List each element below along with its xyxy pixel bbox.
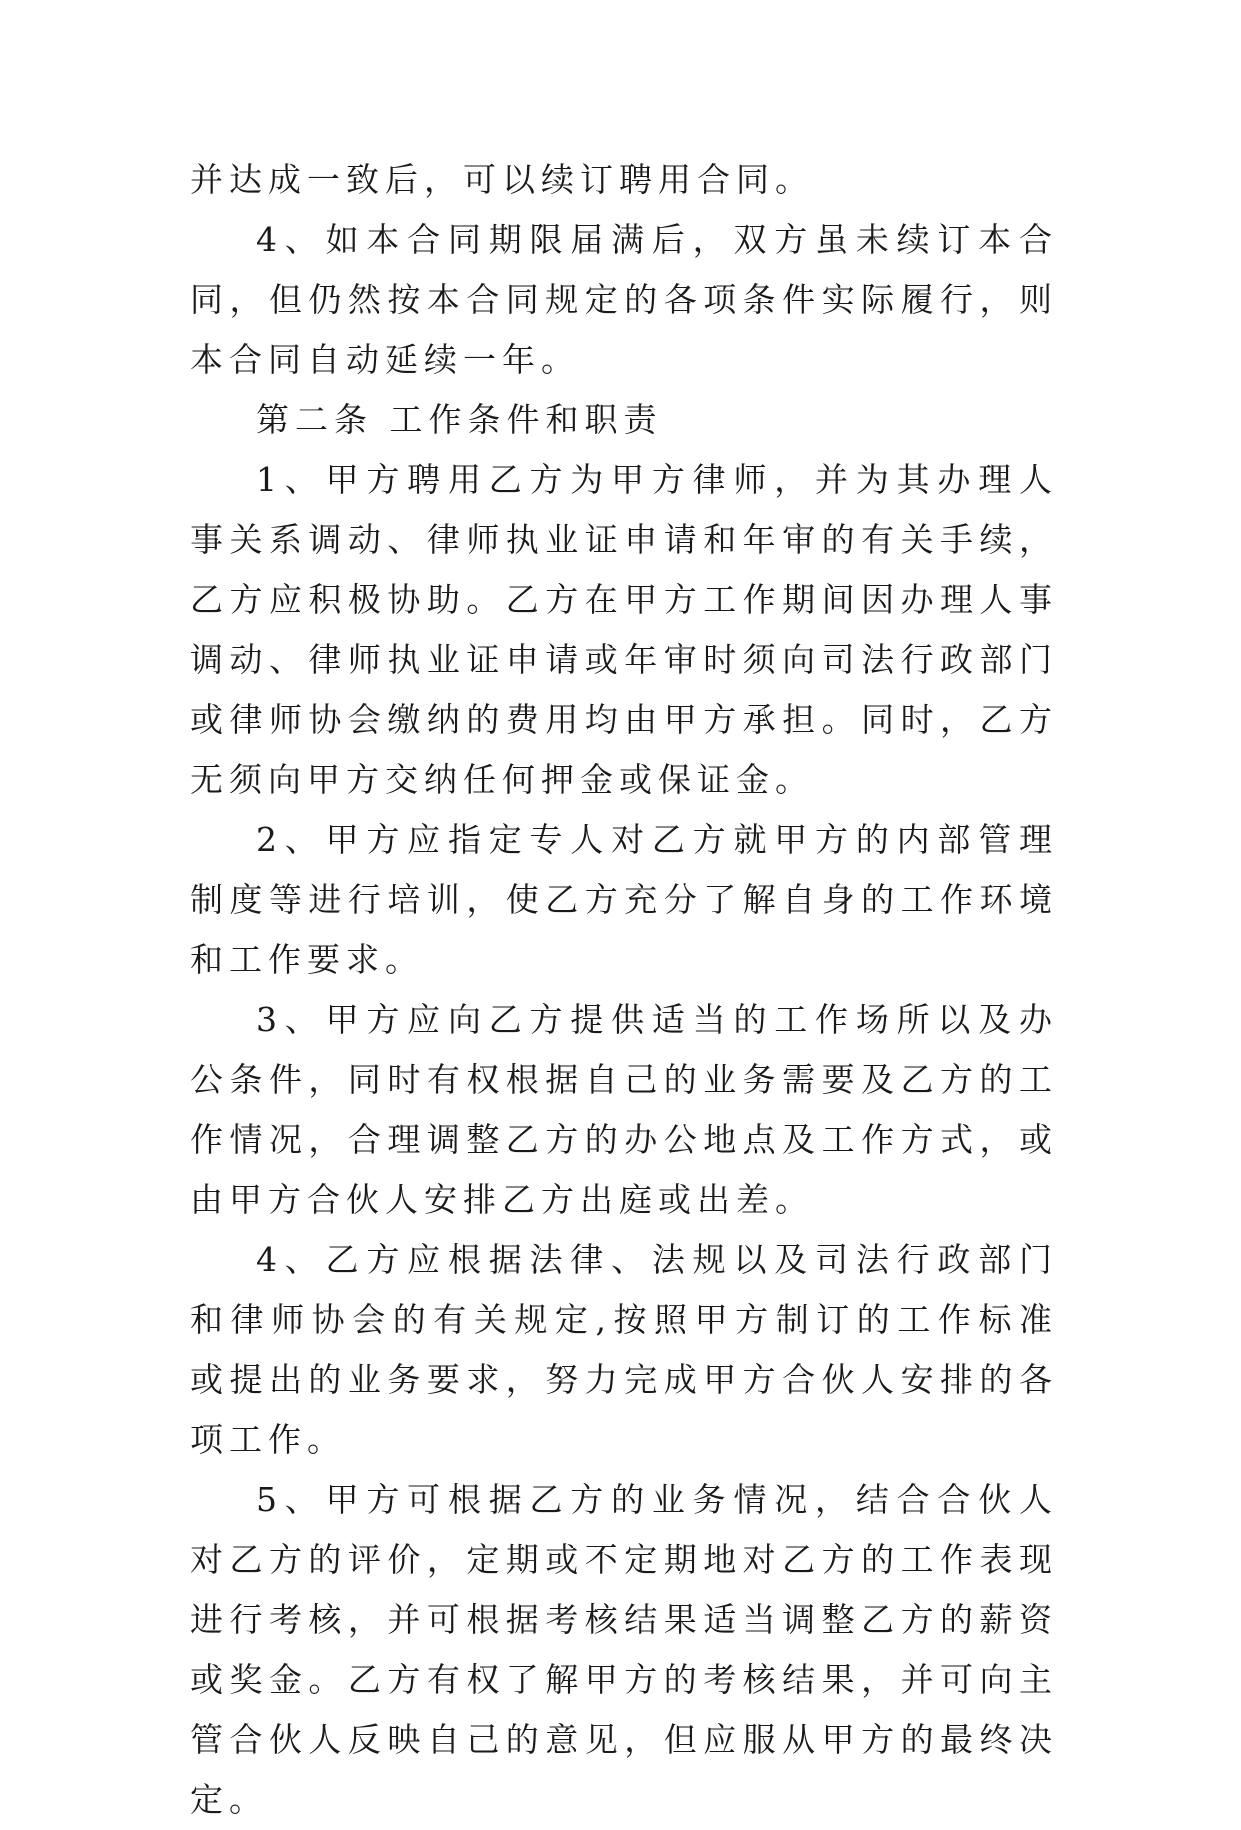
paragraph-article-2-item-2: 2、甲方应指定专人对乙方就甲方的内部管理制度等进行培训，使乙方充分了解自身的工作环境和工作要求。 xyxy=(190,820,1058,979)
paragraph-article-2-item-1: 1、甲方聘用乙方为甲方律师，并为其办理人事关系调动、律师执业证申请和年审的有关手续，乙方应积极协助。乙方在甲方工作期间因办理人事调动、律师执业证申请或年审时须向司法行政部门或律师协会缴纳的费用均由甲方承担。同时，乙方无须向甲方交纳任何押金或保证金。 xyxy=(190,460,1058,799)
paragraph-article-2-item-4: 4、乙方应根据法律、法规以及司法行政部门和律师协会的有关规定,按照甲方制订的工作标准或提出的业务要求，努力完成甲方合伙人安排的各项工作。 xyxy=(190,1240,1058,1459)
paragraph-article-2-item-5: 5、甲方可根据乙方的业务情况，结合合伙人对乙方的评价，定期或不定期地对乙方的工作表现进行考核，并可根据考核结果适当调整乙方的薪资或奖金。乙方有权了解甲方的考核结果，并可向主管合伙人反映自己的意见，但应服从甲方的最终决定。 xyxy=(190,1480,1058,1819)
document-body xyxy=(190,150,1058,1830)
section-heading-article-2: 第二条 工作条件和职责 xyxy=(256,400,663,439)
paragraph-clause-4-renewal: 4、如本合同期限届满后，双方虽未续订本合同，但仍然按本合同规定的各项条件实际履行，则本合同自动延续一年。 xyxy=(190,220,1058,379)
paragraph-article-2-item-3: 3、甲方应向乙方提供适当的工作场所以及办公条件，同时有权根据自己的业务需要及乙方的工作情况，合理调整乙方的办公地点及工作方式，或由甲方合伙人安排乙方出庭或出差。 xyxy=(190,1000,1058,1219)
paragraph-continuation: 并达成一致后，可以续订聘用合同。 xyxy=(190,160,814,199)
